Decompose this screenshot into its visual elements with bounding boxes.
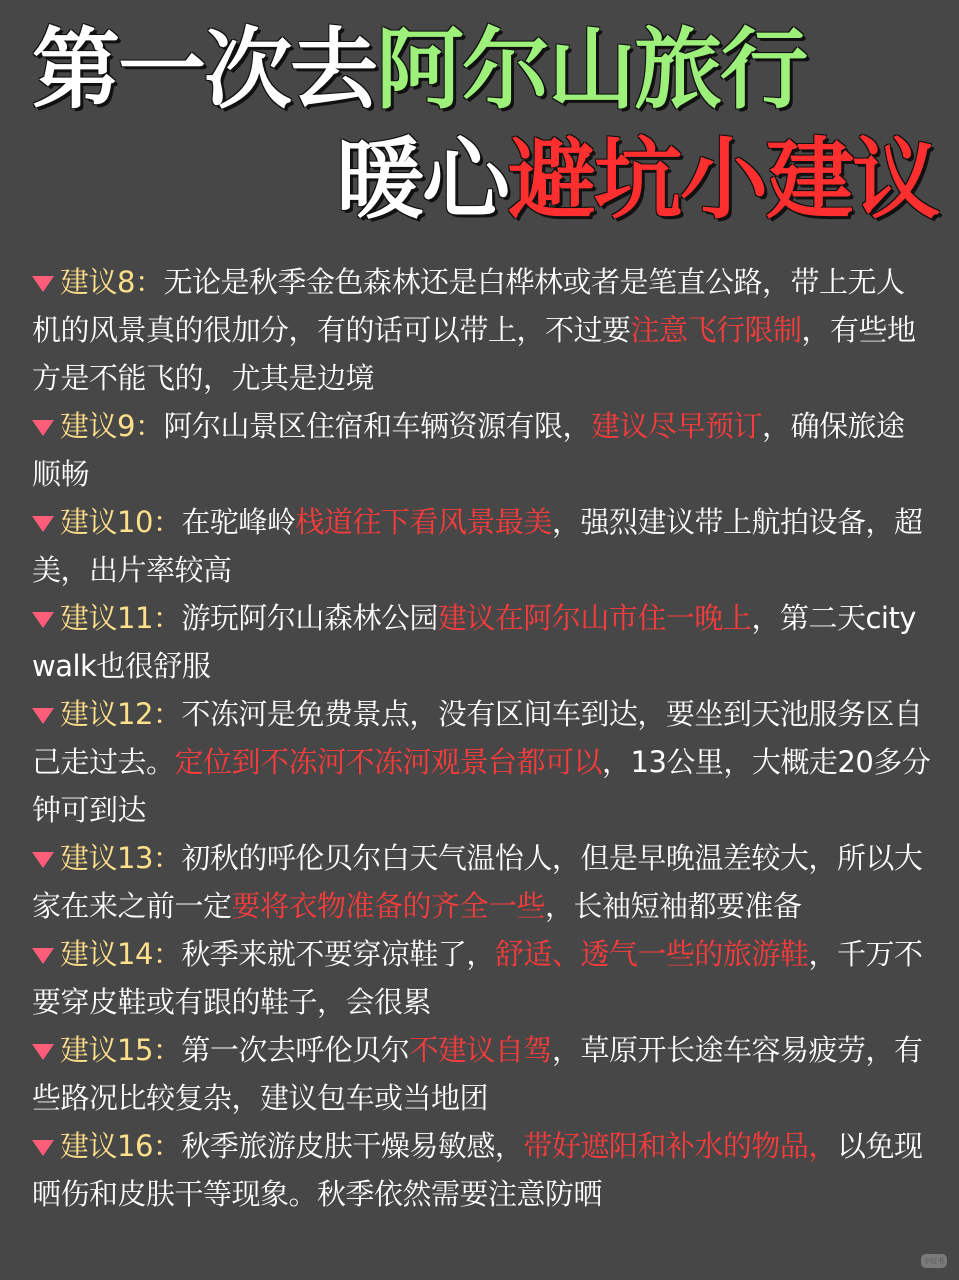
tip-text-end: ，确保旅途顺畅 — [32, 409, 905, 491]
tip-item-13 — [32, 834, 932, 930]
tip-item-9 — [32, 402, 932, 498]
tip-label: 建议15： — [60, 1033, 182, 1067]
tip-item-12 — [32, 690, 932, 834]
tip-highlight: 栈道往下看风景最美 — [295, 505, 552, 539]
tip-highlight: 定位到不冻河不冻河观景台都可以 — [174, 745, 603, 779]
subtitle-part-red: 避坑小建议 — [508, 128, 939, 231]
tip-text: 秋季来就不要穿凉鞋了， — [181, 937, 495, 971]
triangle-bullet-icon — [32, 708, 54, 724]
triangle-bullet-icon — [32, 1044, 54, 1060]
tip-item-11 — [32, 594, 932, 690]
tip-text-end: ，强烈建议带上航拍设备，超美，出片率较高 — [32, 505, 923, 587]
triangle-bullet-icon — [32, 852, 54, 868]
title-part-green: 阿尔山旅行 — [376, 18, 807, 121]
tip-text: 第一次去呼伦贝尔 — [181, 1033, 410, 1067]
tip-highlight: 要将衣物准备的齐全一些 — [231, 889, 546, 923]
tip-item-15 — [32, 1026, 932, 1122]
tip-label: 建议16： — [60, 1129, 182, 1163]
title-part-white: 第一次去 — [32, 18, 377, 121]
tip-highlight: 舒适、透气一些的旅游鞋 — [494, 937, 809, 971]
tip-text-end: ，草原开长途车容易疲劳，有些路况比较复杂，建议包车或当地团 — [32, 1033, 923, 1115]
tip-label: 建议11： — [60, 601, 182, 635]
tip-text: 游玩阿尔山森林公园 — [181, 601, 438, 635]
tip-text-end: ，长袖短袖都要准备 — [545, 889, 802, 923]
watermark-logo: 小红书 — [921, 1254, 947, 1268]
tip-label: 建议9： — [60, 409, 164, 443]
triangle-bullet-icon — [32, 612, 54, 628]
tip-text: 阿尔山景区住宿和车辆资源有限， — [163, 409, 591, 443]
tip-highlight: 不建议自驾 — [409, 1033, 552, 1067]
tip-text-end: ，有些地方是不能飞的，尤其是边境 — [32, 313, 916, 395]
tip-label: 建议8： — [60, 265, 164, 299]
tip-text: 无论是秋季金色森林还是白桦林或者是笔直公路，带上无人机的风景真的很加分，有的话可以带上，不过要 — [32, 265, 905, 347]
tip-label: 建议14： — [60, 937, 182, 971]
tip-highlight: 建议在阿尔山市住一晚上 — [437, 601, 752, 635]
tip-text-end: ，千万不要穿皮鞋或有跟的鞋子，会很累 — [32, 937, 923, 1019]
tip-text: 秋季旅游皮肤干燥易敏感， — [181, 1129, 524, 1163]
triangle-bullet-icon — [32, 1140, 54, 1156]
title-line-1 — [32, 18, 807, 121]
subtitle-part-white: 暖心 — [336, 128, 509, 231]
tip-text-end: ，13公里，大概走20多分钟可到达 — [32, 745, 931, 827]
triangle-bullet-icon — [32, 516, 54, 532]
triangle-bullet-icon — [32, 276, 54, 292]
tip-item-10 — [32, 498, 932, 594]
tip-item-16 — [32, 1122, 932, 1218]
triangle-bullet-icon — [32, 420, 54, 436]
tip-text: 在驼峰岭 — [181, 505, 296, 539]
tip-item-14 — [32, 930, 932, 1026]
tip-highlight: 建议尽早预订 — [590, 409, 762, 443]
tip-text-end: 以免现晒伤和皮肤干等现象。秋季依然需要注意防晒 — [32, 1129, 923, 1211]
tip-text-end: ，第二天city walk也很舒服 — [32, 601, 916, 683]
tip-text: 不冻河是免费景点，没有区间车到达，要坐到天池服务区自己走过去。 — [32, 697, 923, 779]
tip-item-8 — [32, 258, 932, 402]
tip-label: 建议12： — [60, 697, 182, 731]
tip-highlight: 带好遮阳和补水的物品， — [523, 1129, 837, 1163]
triangle-bullet-icon — [32, 948, 54, 964]
tip-highlight: 注意飞行限制 — [630, 313, 802, 347]
tip-label: 建议10： — [60, 505, 182, 539]
tip-label: 建议13： — [60, 841, 182, 875]
tips-list — [32, 258, 932, 1218]
tip-text: 初秋的呼伦贝尔白天气温怡人，但是早晚温差较大，所以大家在来之前一定 — [32, 841, 923, 923]
title-line-2 — [336, 128, 939, 231]
